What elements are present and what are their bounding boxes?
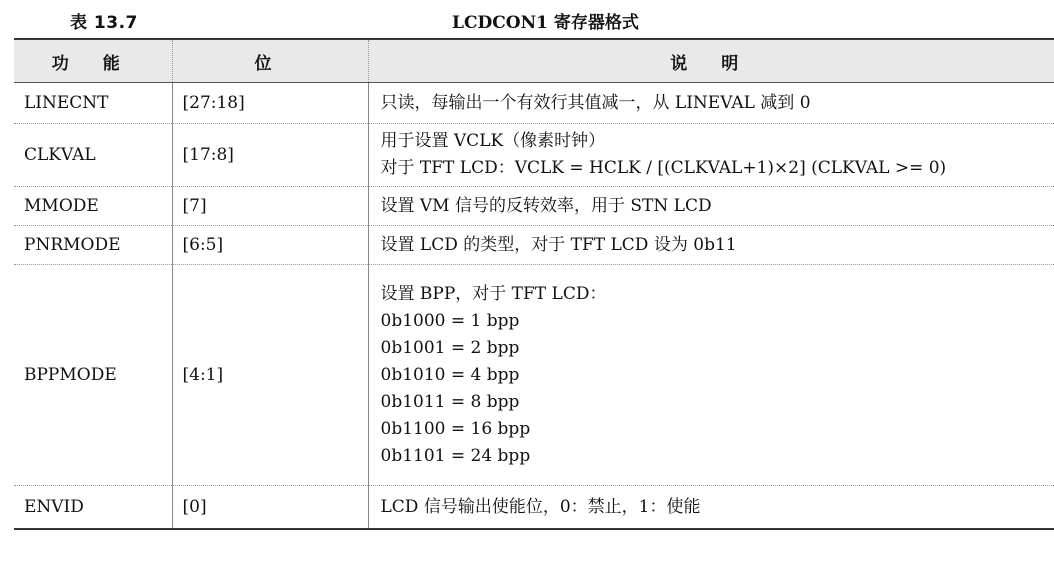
field-bits: [17:8] (172, 124, 368, 187)
table-row (14, 486, 1054, 530)
table-title: LCDCON1 寄存器格式 (452, 13, 639, 33)
header-bits: 位 (172, 39, 368, 83)
table-row (14, 124, 1054, 187)
description-line: 设置 LCD 的类型，对于 TFT LCD 设为 0b11 (380, 234, 737, 255)
description-line: 0b1101 = 24 bpp (380, 445, 531, 466)
description-line: 0b1010 = 4 bpp (380, 364, 520, 385)
register-table (14, 38, 1054, 530)
field-bits: [6:5] (172, 226, 368, 265)
field-description (368, 265, 1054, 486)
field-bits: [7] (172, 187, 368, 226)
field-bits: [27:18] (172, 83, 368, 124)
field-name: CLKVAL (14, 124, 172, 187)
table-number: 表 13.7 (70, 13, 138, 33)
description-line: 0b1001 = 2 bpp (380, 337, 520, 358)
description-line: 只读，每输出一个有效行其值减一，从 LINEVAL 减到 0 (380, 92, 811, 113)
description-line: 对于 TFT LCD：VCLK = HCLK / [(CLKVAL+1)×2] (CLKVAL >= 0) (380, 158, 947, 178)
description-line: 0b1011 = 8 bpp (380, 391, 520, 412)
field-bits: [0] (172, 486, 368, 530)
description-line: 设置 VM 信号的反转效率，用于 STN LCD (380, 195, 712, 216)
field-name: BPPMODE (14, 265, 172, 486)
description-line: 0b1000 = 1 bpp (380, 310, 520, 331)
table-row (14, 226, 1054, 265)
header-description: 说 明 (368, 39, 1054, 83)
field-description (368, 226, 1054, 265)
description-line: LCD 信号输出使能位，0：禁止，1：使能 (380, 496, 701, 517)
description-line: 用于设置 VCLK（像素时钟） (380, 131, 606, 151)
field-name: LINECNT (14, 83, 172, 124)
table-row (14, 83, 1054, 124)
field-description (368, 187, 1054, 226)
table-row (14, 265, 1054, 486)
field-bits: [4:1] (172, 265, 368, 486)
field-description (368, 486, 1054, 530)
field-name: PNRMODE (14, 226, 172, 265)
header-function: 功 能 (14, 39, 172, 83)
table-header-row (14, 39, 1054, 83)
field-name: ENVID (14, 486, 172, 530)
field-description (368, 83, 1054, 124)
table-row (14, 187, 1054, 226)
table-caption (0, 6, 1054, 32)
description-line: 0b1100 = 16 bpp (380, 418, 531, 439)
field-description (368, 124, 1054, 187)
field-name: MMODE (14, 187, 172, 226)
description-line: 设置 BPP，对于 TFT LCD： (380, 283, 607, 304)
